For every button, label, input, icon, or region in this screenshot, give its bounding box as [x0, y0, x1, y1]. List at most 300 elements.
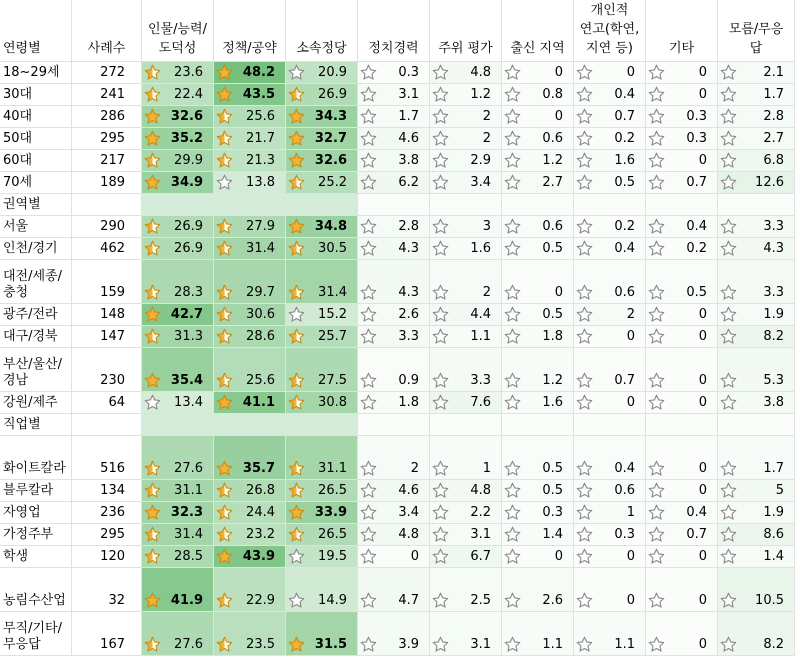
column-header	[718, 0, 795, 62]
star-rating-icon	[216, 548, 233, 565]
value-cell	[430, 392, 502, 414]
star-rating-icon	[216, 130, 233, 147]
percent-value: 6.7	[470, 549, 491, 564]
value-cell	[646, 106, 718, 128]
sample-size: 230	[100, 373, 125, 388]
value-cell	[142, 414, 214, 436]
percent-value: 0	[626, 329, 635, 344]
star-rating-icon	[576, 328, 593, 345]
percent-value: 8.2	[763, 329, 784, 344]
value-cell	[574, 128, 646, 150]
table-row	[0, 150, 795, 172]
row-label-cell	[0, 480, 72, 502]
sample-size-cell	[72, 84, 142, 106]
percent-value: 0	[698, 637, 707, 652]
star-rating-icon	[216, 592, 233, 609]
percent-value: 0	[626, 549, 635, 564]
percent-value: 0.6	[614, 285, 635, 300]
row-label-cell	[0, 546, 72, 568]
table-row	[0, 106, 795, 128]
value-cell	[502, 150, 574, 172]
value-cell	[286, 348, 358, 392]
star-rating-icon	[576, 130, 593, 147]
value-cell	[646, 414, 718, 436]
value-cell	[214, 150, 286, 172]
star-rating-icon	[288, 218, 305, 235]
star-rating-icon	[648, 526, 665, 543]
value-cell	[502, 238, 574, 260]
value-cell	[574, 194, 646, 216]
value-cell	[358, 304, 430, 326]
percent-value: 0.7	[614, 373, 635, 388]
star-rating-icon	[288, 284, 305, 301]
table-row	[0, 612, 795, 656]
sample-size-cell	[72, 480, 142, 502]
star-rating-icon	[576, 174, 593, 191]
percent-value: 1.1	[470, 329, 491, 344]
percent-value: 4.3	[398, 285, 419, 300]
star-rating-icon	[432, 328, 449, 345]
table-row	[0, 524, 795, 546]
star-rating-icon	[720, 306, 737, 323]
value-cell	[574, 238, 646, 260]
sample-size-cell	[72, 568, 142, 612]
percent-value: 2	[482, 109, 491, 124]
percent-value: 0.5	[542, 461, 563, 476]
percent-value: 30.8	[318, 395, 347, 410]
row-label: 대구/경북	[3, 329, 58, 344]
sample-size-cell	[72, 326, 142, 348]
row-label: 블루칼라	[3, 483, 54, 498]
row-label-cell	[0, 348, 72, 392]
percent-value: 48.2	[242, 65, 275, 80]
value-cell	[718, 216, 795, 238]
value-cell	[286, 84, 358, 106]
column-header	[214, 0, 286, 62]
star-rating-icon	[360, 108, 377, 125]
percent-value: 0.5	[542, 241, 563, 256]
value-cell	[646, 502, 718, 524]
value-cell	[358, 128, 430, 150]
sample-size-cell	[72, 106, 142, 128]
star-rating-icon	[288, 108, 305, 125]
percent-value: 3.3	[763, 285, 784, 300]
value-cell	[142, 128, 214, 150]
column-header-text: 정책/공약	[222, 41, 277, 56]
value-cell	[142, 568, 214, 612]
value-cell	[574, 436, 646, 480]
value-cell	[646, 546, 718, 568]
value-cell	[214, 414, 286, 436]
star-rating-icon	[504, 504, 521, 521]
percent-value: 23.5	[246, 637, 275, 652]
column-header	[646, 0, 718, 62]
sample-size: 272	[100, 65, 125, 80]
star-rating-icon	[144, 372, 161, 389]
star-rating-icon	[216, 482, 233, 499]
star-rating-icon	[648, 240, 665, 257]
value-cell	[214, 106, 286, 128]
star-rating-icon	[720, 460, 737, 477]
percent-value: 2.8	[398, 219, 419, 234]
percent-value: 32.6	[314, 153, 347, 168]
star-rating-icon	[432, 592, 449, 609]
percent-value: 35.4	[170, 373, 203, 388]
star-rating-icon	[648, 504, 665, 521]
percent-value: 1.7	[763, 461, 784, 476]
star-rating-icon	[288, 526, 305, 543]
percent-value: 24.4	[246, 505, 275, 520]
star-rating-icon	[720, 152, 737, 169]
percent-value: 25.6	[246, 109, 275, 124]
value-cell	[718, 326, 795, 348]
value-cell	[214, 436, 286, 480]
star-rating-icon	[216, 108, 233, 125]
row-label-cell	[0, 106, 72, 128]
percent-value: 28.3	[174, 285, 203, 300]
value-cell	[142, 62, 214, 84]
sample-size-cell	[72, 150, 142, 172]
percent-value: 2	[626, 307, 635, 322]
value-cell	[430, 436, 502, 480]
percent-value: 26.5	[318, 527, 347, 542]
table-row	[0, 392, 795, 414]
value-cell	[214, 326, 286, 348]
value-cell	[574, 546, 646, 568]
star-rating-icon	[360, 592, 377, 609]
value-cell	[286, 436, 358, 480]
percent-value: 0	[698, 307, 707, 322]
star-rating-icon	[144, 504, 161, 521]
percent-value: 4.7	[398, 593, 419, 608]
percent-value: 22.4	[174, 87, 203, 102]
value-cell	[502, 480, 574, 502]
column-header	[286, 0, 358, 62]
value-cell	[142, 348, 214, 392]
value-cell	[214, 502, 286, 524]
sample-size: 32	[108, 593, 125, 608]
star-rating-icon	[216, 240, 233, 257]
row-label: 40대	[3, 109, 33, 124]
percent-value: 31.3	[174, 329, 203, 344]
sample-size: 241	[100, 87, 125, 102]
star-rating-icon	[216, 636, 233, 653]
percent-value: 2.6	[542, 593, 563, 608]
value-cell	[574, 348, 646, 392]
star-rating-icon	[144, 64, 161, 81]
value-cell	[718, 480, 795, 502]
column-header	[502, 0, 574, 62]
sample-size: 120	[100, 549, 125, 564]
value-cell	[718, 106, 795, 128]
column-header-text: 개인적 연고(학연, 지연 등)	[579, 3, 640, 56]
value-cell	[286, 62, 358, 84]
percent-value: 1.6	[614, 153, 635, 168]
star-rating-icon	[720, 394, 737, 411]
value-cell	[214, 128, 286, 150]
value-cell	[718, 128, 795, 150]
value-cell	[718, 348, 795, 392]
star-rating-icon	[216, 526, 233, 543]
percent-value: 30.5	[318, 241, 347, 256]
percent-value: 21.3	[246, 153, 275, 168]
value-cell	[358, 414, 430, 436]
percent-value: 25.2	[318, 175, 347, 190]
star-rating-icon	[360, 526, 377, 543]
percent-value: 0	[698, 373, 707, 388]
value-cell	[358, 436, 430, 480]
value-cell	[574, 612, 646, 656]
percent-value: 0	[698, 153, 707, 168]
star-rating-icon	[288, 174, 305, 191]
value-cell	[214, 194, 286, 216]
percent-value: 20.9	[318, 65, 347, 80]
star-rating-icon	[360, 64, 377, 81]
value-cell	[142, 172, 214, 194]
percent-value: 25.7	[318, 329, 347, 344]
value-cell	[358, 238, 430, 260]
star-rating-icon	[720, 482, 737, 499]
percent-value: 0.3	[614, 527, 635, 542]
star-rating-icon	[216, 284, 233, 301]
percent-value: 8.6	[763, 527, 784, 542]
percent-value: 1.4	[542, 527, 563, 542]
star-rating-icon	[144, 526, 161, 543]
percent-value: 1.2	[542, 373, 563, 388]
percent-value: 3.4	[398, 505, 419, 520]
star-rating-icon	[576, 306, 593, 323]
percent-value: 23.6	[174, 65, 203, 80]
value-cell	[502, 502, 574, 524]
value-cell	[574, 524, 646, 546]
value-cell	[430, 414, 502, 436]
star-rating-icon	[360, 504, 377, 521]
percent-value: 29.7	[246, 285, 275, 300]
value-cell	[574, 84, 646, 106]
star-rating-icon	[360, 218, 377, 235]
star-rating-icon	[648, 86, 665, 103]
value-cell	[718, 194, 795, 216]
value-cell	[430, 150, 502, 172]
sample-size-cell	[72, 194, 142, 216]
value-cell	[718, 150, 795, 172]
star-rating-icon	[576, 636, 593, 653]
value-cell	[574, 106, 646, 128]
value-cell	[430, 172, 502, 194]
star-rating-icon	[432, 548, 449, 565]
value-cell	[502, 326, 574, 348]
percent-value: 1.8	[398, 395, 419, 410]
percent-value: 4.6	[398, 483, 419, 498]
percent-value: 0	[698, 549, 707, 564]
percent-value: 30.6	[246, 307, 275, 322]
table-row	[0, 348, 795, 392]
percent-value: 31.1	[174, 483, 203, 498]
row-label: 자영업	[3, 505, 41, 520]
percent-value: 31.5	[314, 637, 347, 652]
star-rating-icon	[576, 86, 593, 103]
star-rating-icon	[576, 504, 593, 521]
row-label-cell	[0, 216, 72, 238]
value-cell	[646, 128, 718, 150]
star-rating-icon	[432, 64, 449, 81]
star-rating-icon	[504, 64, 521, 81]
value-cell	[718, 414, 795, 436]
percent-value: 0.5	[686, 285, 707, 300]
percent-value: 4.8	[398, 527, 419, 542]
value-cell	[142, 106, 214, 128]
percent-value: 0.3	[686, 109, 707, 124]
star-rating-icon	[648, 394, 665, 411]
row-label-cell	[0, 128, 72, 150]
row-label: 18~29세	[3, 65, 60, 80]
percent-value: 5.3	[763, 373, 784, 388]
percent-value: 2	[482, 131, 491, 146]
sample-size: 295	[100, 527, 125, 542]
sample-size: 167	[100, 637, 125, 652]
star-rating-icon	[216, 306, 233, 323]
value-cell	[358, 260, 430, 304]
star-rating-icon	[720, 240, 737, 257]
value-cell	[718, 260, 795, 304]
star-rating-icon	[504, 152, 521, 169]
section-label: 직업별	[3, 417, 41, 432]
value-cell	[502, 84, 574, 106]
value-cell	[502, 172, 574, 194]
percent-value: 14.9	[318, 593, 347, 608]
table-row	[0, 172, 795, 194]
sample-size-cell	[72, 392, 142, 414]
value-cell	[646, 436, 718, 480]
percent-value: 0.4	[686, 219, 707, 234]
star-rating-icon	[216, 64, 233, 81]
star-rating-icon	[144, 240, 161, 257]
star-rating-icon	[216, 372, 233, 389]
percent-value: 27.5	[318, 373, 347, 388]
percent-value: 25.6	[246, 373, 275, 388]
value-cell	[214, 216, 286, 238]
star-rating-icon	[432, 152, 449, 169]
column-header-text: 소속정당	[296, 41, 347, 56]
star-rating-icon	[504, 372, 521, 389]
star-rating-icon	[504, 218, 521, 235]
star-rating-icon	[576, 592, 593, 609]
value-cell	[646, 480, 718, 502]
value-cell	[214, 524, 286, 546]
percent-value: 0.8	[542, 87, 563, 102]
sample-size-cell	[72, 414, 142, 436]
star-rating-icon	[576, 460, 593, 477]
value-cell	[286, 216, 358, 238]
percent-value: 0.6	[614, 483, 635, 498]
percent-value: 31.1	[318, 461, 347, 476]
percent-value: 31.4	[318, 285, 347, 300]
star-rating-icon	[720, 64, 737, 81]
star-rating-icon	[216, 218, 233, 235]
value-cell	[502, 414, 574, 436]
value-cell	[142, 260, 214, 304]
percent-value: 1.2	[470, 87, 491, 102]
sample-size: 295	[100, 131, 125, 146]
percent-value: 43.9	[242, 549, 275, 564]
row-label: 학생	[3, 549, 29, 564]
star-rating-icon	[576, 482, 593, 499]
value-cell	[214, 238, 286, 260]
value-cell	[430, 326, 502, 348]
star-rating-icon	[648, 306, 665, 323]
percent-value: 4.3	[763, 241, 784, 256]
star-rating-icon	[288, 636, 305, 653]
percent-value: 0.3	[686, 131, 707, 146]
percent-value: 3.4	[470, 175, 491, 190]
star-rating-icon	[360, 636, 377, 653]
value-cell	[286, 238, 358, 260]
value-cell	[718, 436, 795, 480]
header-row	[0, 0, 795, 62]
percent-value: 6.8	[763, 153, 784, 168]
value-cell	[718, 612, 795, 656]
star-rating-icon	[216, 460, 233, 477]
percent-value: 2.7	[763, 131, 784, 146]
value-cell	[574, 216, 646, 238]
column-header-text: 사례수	[87, 41, 126, 56]
value-cell	[430, 106, 502, 128]
percent-value: 35.2	[170, 131, 203, 146]
row-label: 가정주부	[3, 527, 54, 542]
value-cell	[502, 546, 574, 568]
star-rating-icon	[288, 548, 305, 565]
percent-value: 34.3	[314, 109, 347, 124]
percent-value: 41.1	[242, 395, 275, 410]
percent-value: 0	[626, 65, 635, 80]
star-rating-icon	[144, 328, 161, 345]
star-rating-icon	[504, 460, 521, 477]
star-rating-icon	[216, 174, 233, 191]
value-cell	[358, 326, 430, 348]
star-rating-icon	[720, 108, 737, 125]
value-cell	[358, 612, 430, 656]
value-cell	[358, 172, 430, 194]
star-rating-icon	[288, 130, 305, 147]
value-cell	[502, 392, 574, 414]
value-cell	[646, 348, 718, 392]
percent-value: 27.9	[246, 219, 275, 234]
value-cell	[646, 216, 718, 238]
star-rating-icon	[216, 328, 233, 345]
row-label: 인천/경기	[3, 241, 58, 256]
percent-value: 0.4	[686, 505, 707, 520]
percent-value: 26.8	[246, 483, 275, 498]
value-cell	[430, 260, 502, 304]
value-cell	[142, 216, 214, 238]
star-rating-icon	[504, 240, 521, 257]
value-cell	[718, 304, 795, 326]
star-rating-icon	[360, 284, 377, 301]
percent-value: 32.7	[314, 131, 347, 146]
percent-value: 1.6	[542, 395, 563, 410]
star-rating-icon	[432, 174, 449, 191]
value-cell	[142, 304, 214, 326]
star-rating-icon	[432, 130, 449, 147]
section-label: 권역별	[3, 197, 41, 212]
star-rating-icon	[504, 284, 521, 301]
column-header-text: 출신 지역	[510, 41, 565, 56]
percent-value: 0.6	[542, 219, 563, 234]
star-rating-icon	[432, 372, 449, 389]
sample-size: 290	[100, 219, 125, 234]
star-rating-icon	[432, 306, 449, 323]
sample-size-cell	[72, 502, 142, 524]
